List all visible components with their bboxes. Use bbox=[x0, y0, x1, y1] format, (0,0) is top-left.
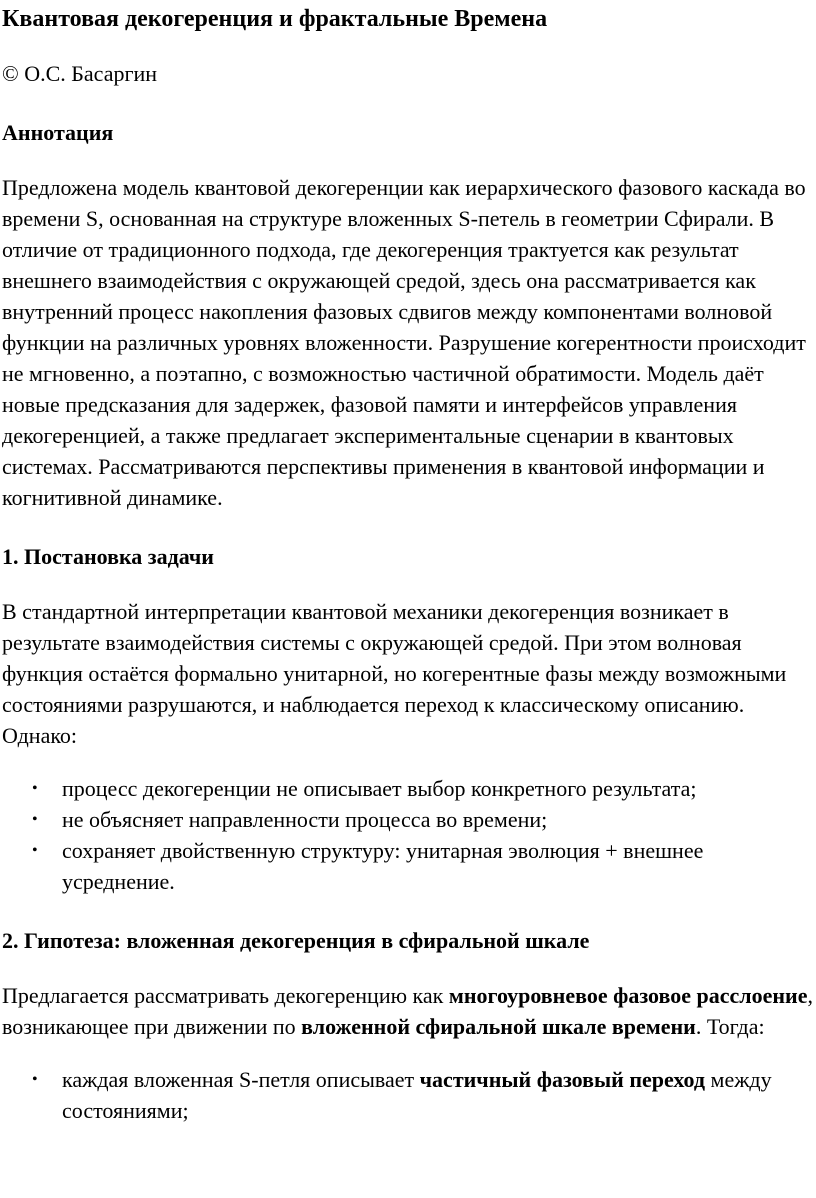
list-item: • сохраняет двойственную структуру: унитарная эволюция + внешнее усреднение. bbox=[2, 835, 816, 897]
section1-text: В стандартной интерпретации квантовой механики декогеренция возникает в результате взаимодействия системы с окружающей средой. При этом волновая функция остаётся формально унитарной, но когерентные фазы между возможными состояниями разрушаются, и наблюдается переход к классическому описанию. Однако: bbox=[2, 599, 787, 748]
section2-emphasis-2: вложенной сфиральной шкале времени bbox=[301, 1014, 696, 1039]
document-title: Квантовая декогеренция и фрактальные Времена bbox=[2, 6, 548, 32]
section2-text-part: . Тогда: bbox=[695, 1014, 765, 1039]
section1-bullet-list bbox=[2, 773, 816, 897]
bullet-text-part: между состояниями; bbox=[62, 1067, 772, 1123]
section2-text-part: , возникающее при движении по bbox=[2, 983, 813, 1039]
list-item bbox=[2, 1064, 816, 1126]
section2-text bbox=[2, 980, 816, 1042]
annotation-text: Предложена модель квантовой декогеренции как иерархического фазового каскада во времени S, основанная на структуре вложенных S-петель в геометрии Сфирали. В отличие от традиционного подхода, где декогеренция трактуется как результат внешнего взаимодействия с окружающей средой, здесь она рассматривается как внутренний процесс накопления фазовых сдвигов между компонентами волновой функции на различных уровнях вложенности. Разрушение когерентности происходит не мгновенно, а поэтапно, с возможностью частичной обратимости. Модель даёт новые предсказания для задержек, фазовой памяти и интерфейсов управления декогеренцией, а также предлагает экспериментальные сценарии в квантовых системах. Рассматриваются перспективы применения в квантовой информации и когнитивной динамике. bbox=[2, 175, 806, 510]
annotation-heading: Аннотация bbox=[2, 120, 114, 145]
section2-bullet-list bbox=[2, 1064, 816, 1126]
section2-emphasis-1: многоуровневое фазовое расслоение bbox=[448, 983, 808, 1008]
list-item: • не объясняет направленности процесса во времени; bbox=[2, 804, 816, 835]
bullet-emphasis: частичный фазовый переход bbox=[419, 1067, 706, 1092]
author-line: © О.С. Басаргин bbox=[2, 61, 158, 86]
section1-heading: 1. Постановка задачи bbox=[2, 544, 214, 569]
bullet-text-part: каждая вложенная S-петля описывает bbox=[62, 1067, 420, 1092]
section2-text-part: Предлагается рассматривать декогеренцию как bbox=[2, 983, 449, 1008]
list-item: • процесс декогеренции не описывает выбор конкретного результата; bbox=[2, 773, 816, 804]
section2-heading: 2. Гипотеза: вложенная декогеренция в сфиральной шкале bbox=[2, 928, 590, 953]
